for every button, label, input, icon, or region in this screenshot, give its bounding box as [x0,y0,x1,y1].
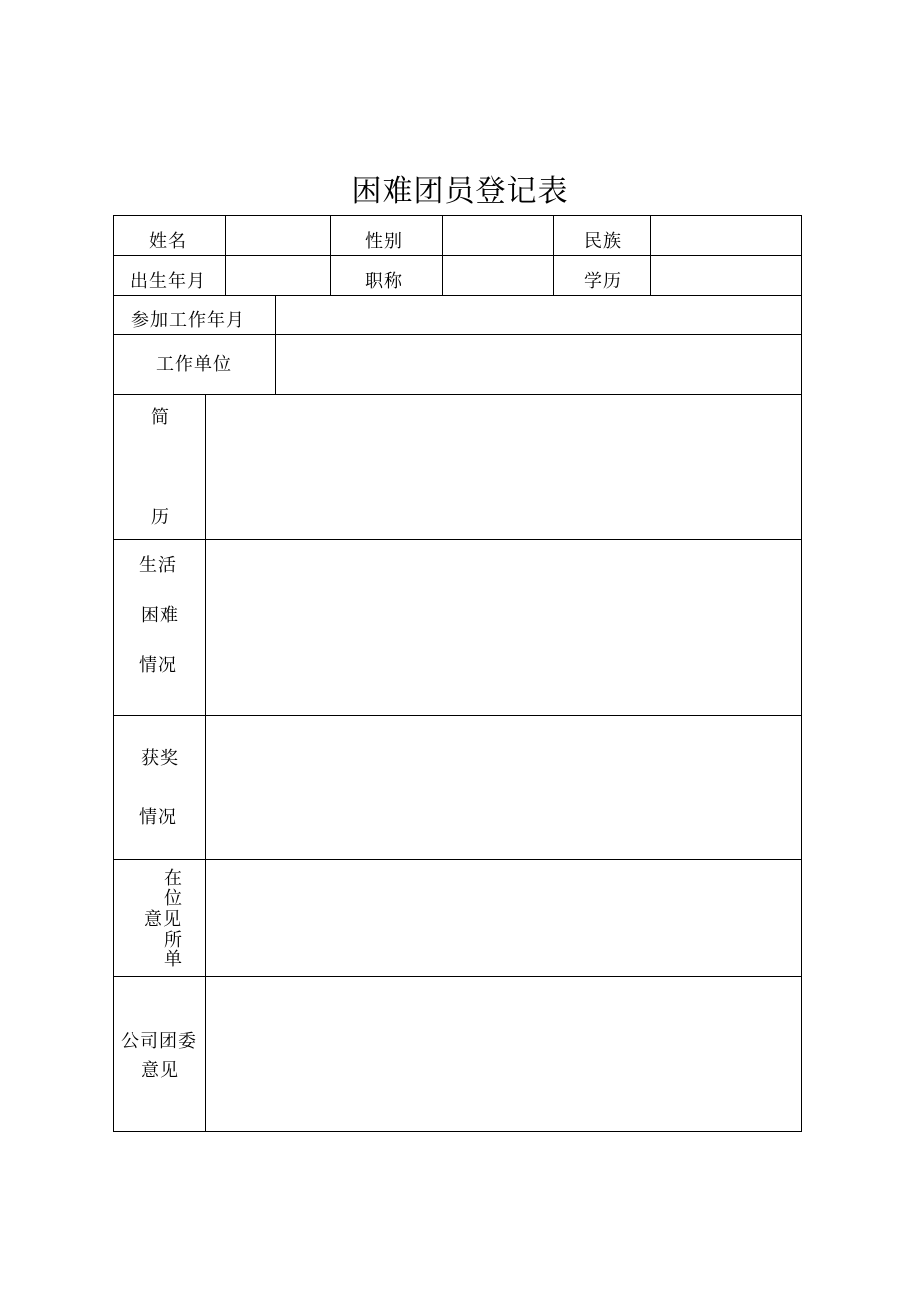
gender-field[interactable] [443,216,553,255]
hardship-label-2: 困难 [141,605,179,626]
awards-label-2: 情况 [139,807,177,828]
work-unit-field[interactable] [276,335,801,394]
unit-opinion-label-3: 意见 [144,909,182,930]
job-title-label: 职称 [365,271,403,292]
resume-label-top: 简 [151,407,170,428]
unit-opinion-field[interactable] [206,860,801,976]
awards-label-1: 获奖 [141,748,179,769]
form-title: 困难团员登记表 [351,174,569,209]
registration-table [113,215,802,1132]
committee-label-2: 意见 [141,1060,179,1081]
ethnicity-field[interactable] [651,216,801,255]
table-line [113,1131,802,1132]
education-field[interactable] [651,256,801,295]
hardship-label-1: 生活 [139,555,177,576]
name-field[interactable] [226,216,330,255]
table-line [113,215,114,1132]
table-line [330,215,331,295]
gender-label: 性别 [365,231,403,252]
ethnicity-label: 民族 [584,231,622,252]
unit-opinion-label-4: 所 [164,930,183,951]
work-start-label: 参加工作年月 [131,310,245,331]
unit-opinion-label-5: 单 [164,949,183,970]
table-line [801,215,802,1132]
resume-field[interactable] [206,395,801,539]
committee-label-1: 公司团委 [121,1031,197,1052]
work-unit-label: 工作单位 [156,354,232,375]
work-start-field[interactable] [276,296,801,334]
job-title-field[interactable] [443,256,553,295]
name-label: 姓名 [149,231,187,252]
hardship-field[interactable] [206,540,801,715]
table-line [553,215,554,295]
birth-label: 出生年月 [130,271,206,292]
education-label: 学历 [584,271,622,292]
resume-label-bottom: 历 [151,507,170,528]
committee-opinion-field[interactable] [206,977,801,1131]
hardship-label-3: 情况 [139,655,177,676]
unit-opinion-label-2: 位 [164,888,183,909]
unit-opinion-label-1: 在 [164,868,183,889]
birth-field[interactable] [226,256,330,295]
awards-field[interactable] [206,716,801,859]
